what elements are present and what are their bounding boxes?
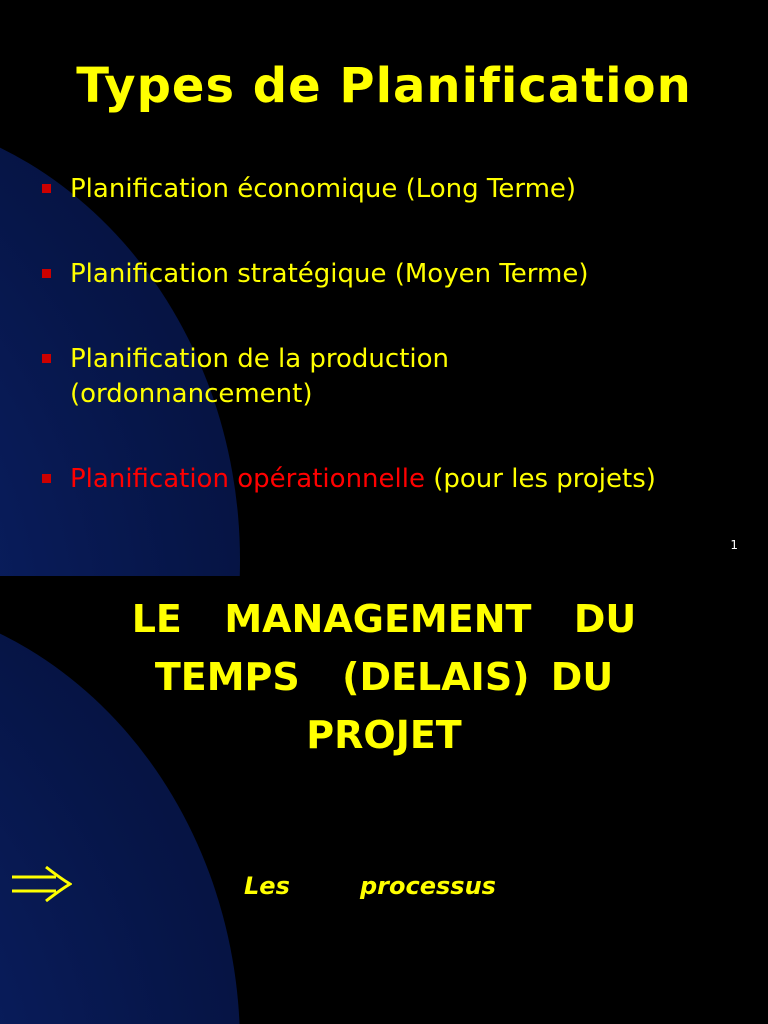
bullet-text: (pour les projets) [424, 464, 656, 494]
heading-line: PROJET [306, 713, 462, 757]
square-bullet-icon [42, 184, 51, 193]
heading-line: LE MANAGEMENT DU [131, 597, 637, 641]
subtitle-word: Les [244, 872, 290, 900]
page-number: 1 [730, 538, 738, 552]
heading-line: TEMPS (DELAIS) DU [154, 655, 614, 699]
slide-management-du-temps [0, 576, 768, 1024]
bullet-text: Planification économique (Long Terme) [70, 174, 577, 204]
bullet-item-operationnelle [40, 462, 760, 497]
bullet-item-strategique [40, 257, 760, 292]
subtitle-word: processus [360, 872, 496, 900]
bullet-text-continued: (ordonnancement) [70, 379, 313, 409]
square-bullet-icon [42, 269, 51, 278]
double-right-arrow-icon [10, 864, 72, 904]
bullet-text: Planification stratégique (Moyen Terme) [70, 259, 589, 289]
bullet-text: Planification de la production [70, 344, 450, 374]
bullet-item-production [40, 342, 760, 412]
bullet-list [40, 172, 760, 547]
square-bullet-icon [42, 354, 51, 363]
slide-title: Types de Planification [76, 58, 692, 114]
slide-heading [0, 590, 768, 764]
square-bullet-icon [42, 474, 51, 483]
bullet-item-economique [40, 172, 760, 207]
bullet-text-highlight: Planification opérationnelle [70, 464, 425, 494]
